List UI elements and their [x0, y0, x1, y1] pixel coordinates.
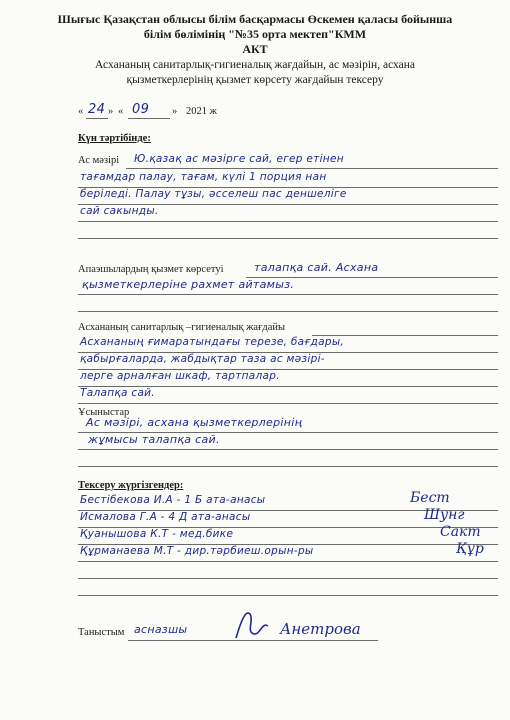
- sanitary-handwriting-3: лерге арналған шкаф, тартпалар.: [80, 370, 280, 382]
- inspector-2-name: Исмалова Г.А - 4 Д ата-анасы: [80, 511, 251, 523]
- agenda-label: Күн тәртібінде:: [78, 133, 151, 144]
- menu-label: Ас мәзірі: [78, 155, 120, 166]
- subtitle-line-2: қызметкерлерінің қызмет көрсету жағдайын тексеру: [126, 74, 384, 86]
- sanitary-handwriting-1: Асхананың ғимаратындағы терезе, бағдары,: [80, 336, 345, 348]
- menu-line-5: [78, 238, 498, 239]
- menu-handwriting-2: тағамдар палау, тағам, күлі 1 порция нан: [80, 171, 327, 183]
- menu-handwriting-3: беріледі. Палау тұзы, әсселеш пас деншеліге: [80, 188, 347, 200]
- date-close-quote-1: »: [108, 106, 114, 117]
- inspector-3-signature: Сакт: [440, 524, 481, 540]
- inspector-2-signature: Шунг: [424, 507, 465, 523]
- suggestions-handwriting-1: Ас мәзірі, асхана қызметкерлерінің: [86, 416, 303, 429]
- inspectors-line-5: [78, 578, 498, 579]
- menu-line-4: [78, 221, 498, 222]
- subtitle-line-1: Асхананың санитарлық-гигиеналық жағдайын, ас мәзірін, асхана: [95, 59, 415, 71]
- acquainted-position: асназшы: [134, 623, 188, 636]
- date-month-underline: [128, 118, 170, 119]
- service-line-3: [78, 311, 498, 312]
- sanitary-handwriting-4: Талапқа сай.: [80, 387, 155, 399]
- service-label: Апаэшылардың қызмет көрсетуі: [78, 264, 224, 275]
- suggestions-handwriting-2: жұмысы талапқа сай.: [88, 433, 220, 446]
- date-close-quote-2: »: [172, 106, 178, 117]
- service-line-2: [78, 294, 498, 295]
- inspector-4-signature: Құр: [456, 541, 484, 557]
- date-day: 24: [88, 102, 106, 117]
- suggestions-line-2: [78, 449, 498, 450]
- date-year: 2021 ж: [186, 106, 217, 117]
- header-line-2: білім бөлімінің "№35 орта мектеп"КММ: [143, 27, 367, 41]
- inspector-4-name: Құрманаева М.Т - дир.тәрбиеш.орын-ры: [80, 545, 314, 557]
- menu-line-1: [126, 168, 498, 169]
- service-handwriting-2: қызметкерлеріне рахмет айтамыз.: [82, 278, 295, 291]
- acquainted-signature: Анетровa: [280, 620, 361, 638]
- header-line-1: Шығыс Қазақстан облысы білім басқармасы Өскемен қаласы бойынша: [57, 12, 453, 26]
- suggestions-line-3: [78, 466, 498, 467]
- suggestions-label: Ұсыныстар: [78, 407, 130, 418]
- service-handwriting-1: талапқа сай. Асхана: [254, 261, 379, 274]
- acquainted-signature-mark: [232, 608, 272, 642]
- inspector-3-name: Қуанышова К.Т - мед.бике: [80, 528, 234, 540]
- sanitary-line-5: [78, 403, 498, 404]
- date-open-quote-2: «: [118, 106, 124, 117]
- date-open-quote-1: «: [78, 106, 84, 117]
- inspectors-line-6: [78, 595, 498, 596]
- date-day-underline: [86, 118, 108, 119]
- acquainted-label: Таныстым: [78, 627, 125, 638]
- menu-handwriting-4: сай сакынды.: [80, 205, 159, 217]
- inspector-1-signature: Бест: [410, 490, 450, 506]
- date-month: 09: [132, 102, 150, 117]
- sanitary-handwriting-2: қабырғаларда, жабдықтар таза ас мәзірі-: [80, 353, 325, 365]
- inspectors-label: Тексеру жүргізгендер:: [78, 480, 184, 491]
- sanitary-label: Асхананың санитарлық –гигиеналық жағдайы: [78, 322, 286, 333]
- menu-handwriting-1: Ю.қазақ ас мәзірге сай, егер етінен: [134, 153, 344, 165]
- inspectors-line-4: [78, 561, 498, 562]
- document-title: АКТ: [242, 42, 268, 56]
- inspector-1-name: Бестібекова И.А - 1 Б ата-анасы: [80, 494, 266, 506]
